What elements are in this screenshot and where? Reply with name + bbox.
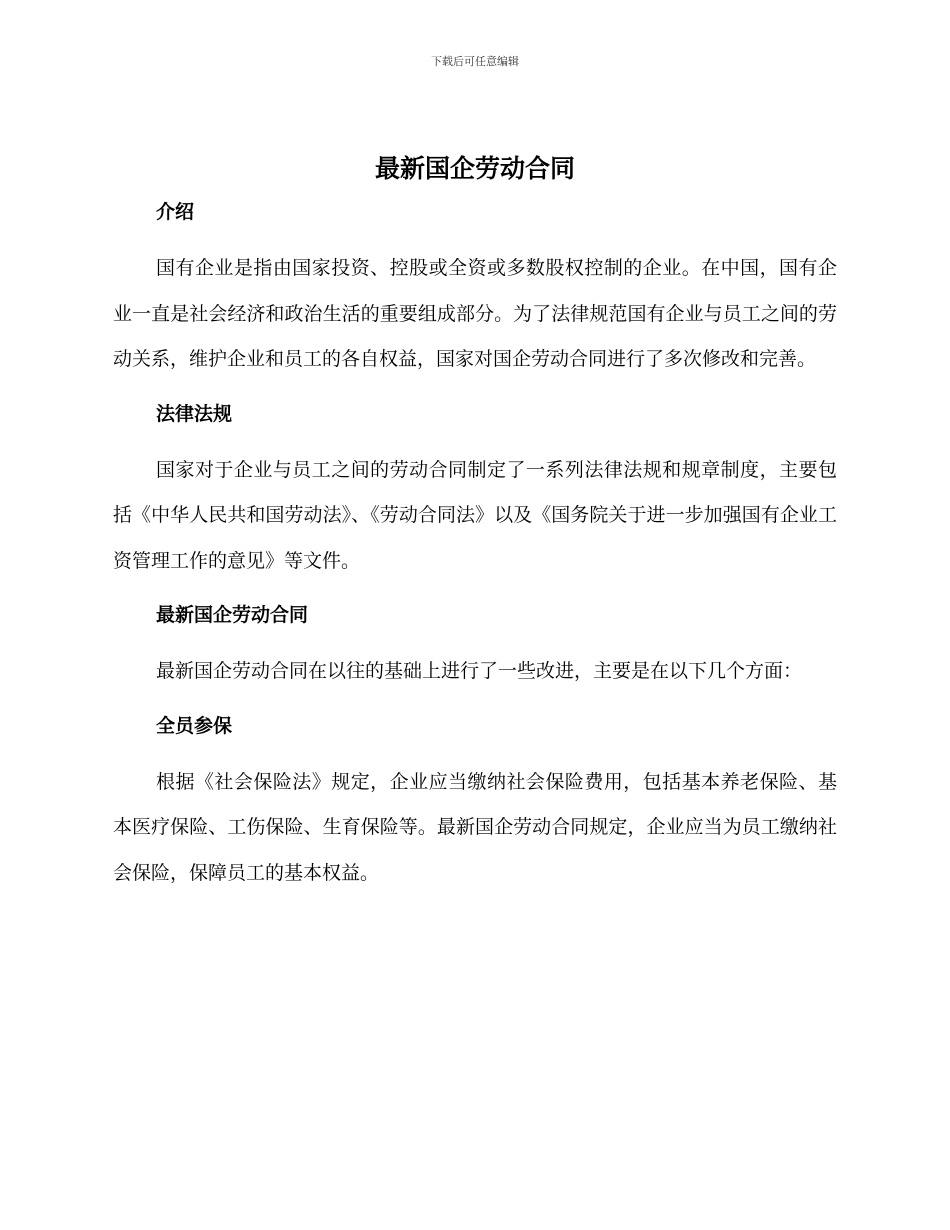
section-paragraph-laws: 国家对于企业与员工之间的劳动合同制定了一系列法律法规和规章制度，主要包括《中华人民共和国劳动法》、《劳动合同法》以及《国务院关于进一步加强国有企业工资管理工作的意见》等文件。 [113,458,837,572]
document-body [113,194,837,896]
section-paragraph-insurance: 根据《社会保险法》规定，企业应当缴纳社会保险费用，包括基本养老保险、基本医疗保险、工伤保险、生育保险等。最新国企劳动合同规定，企业应当为员工缴纳社会保险，保障员工的基本权益。 [113,770,837,884]
section-paragraph-introduction: 国有企业是指由国家投资、控股或全资或多数股权控制的企业。在中国，国有企业一直是社会经济和政治生活的重要组成部分。为了法律规范国有企业与员工之间的劳动关系，维护企业和员工的各自权益，国家对国企劳动合同进行了多次修改和完善。 [113,257,837,370]
section-heading-laws: 法律法规 [156,402,233,425]
section-heading-introduction: 介绍 [156,201,195,223]
document-title: 最新国企劳动合同 [374,154,575,183]
section-heading-insurance: 全员参保 [156,714,233,737]
section-heading-latest-contract: 最新国企劳动合同 [156,604,309,626]
section-paragraph-latest-contract: 最新国企劳动合同在以往的基础上进行了一些改进，主要是在以下几个方面： [156,660,803,682]
page-header-note: 下载后可任意编辑 [431,55,519,68]
